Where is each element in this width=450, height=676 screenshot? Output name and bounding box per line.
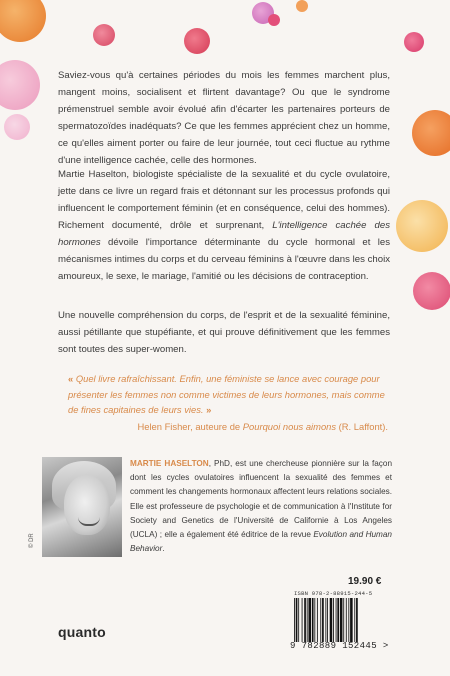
barcode-bar bbox=[337, 598, 339, 642]
barcode-bar bbox=[325, 598, 326, 642]
decor-dot bbox=[0, 60, 40, 110]
barcode-bar bbox=[308, 598, 311, 642]
journal-title: Evolution and Human Behavior bbox=[130, 530, 392, 554]
quote-close-mark: » bbox=[206, 404, 212, 415]
barcode-bar bbox=[294, 598, 295, 642]
barcode-bar bbox=[356, 598, 358, 642]
description-block-2 bbox=[58, 166, 390, 285]
barcode-bar bbox=[314, 598, 315, 642]
barcode bbox=[292, 598, 392, 642]
decor-dot bbox=[0, 0, 46, 42]
barcode-bar bbox=[340, 598, 343, 642]
barcode-bar bbox=[317, 598, 318, 642]
barcode-bar bbox=[307, 598, 308, 642]
barcode-bar bbox=[348, 598, 349, 642]
barcode-bar bbox=[343, 598, 344, 642]
paragraph-3: Une nouvelle compréhension du corps, de l'esprit et de la sexualité féminine, aussi pétillante que stupéfiante, et qui prouve définitivement que les femmes sont toutes des super-women. bbox=[58, 310, 390, 355]
quote-text: Quel livre rafraîchissant. Enfin, une féministe se lance avec courage pour présenter les femmes non comme victimes de leurs hormones, mais comme de fines capitaines de leurs vies. bbox=[68, 373, 385, 415]
description-block-3 bbox=[58, 307, 390, 358]
publisher-logo: quanto bbox=[58, 624, 106, 640]
quote-author: Helen Fisher bbox=[137, 421, 191, 432]
photo-credit: © DR bbox=[29, 533, 35, 548]
decor-dot bbox=[4, 114, 30, 140]
description-block bbox=[58, 67, 390, 169]
barcode-bar bbox=[320, 598, 321, 642]
barcode-bar bbox=[330, 598, 333, 642]
price: 19.90 € bbox=[348, 576, 382, 587]
paragraph-1: Saviez-vous qu'à certaines périodes du mois les femmes marchent plus, mangent moins, socialisent et flirtent davantage? Ou que le syndrome prémenstruel semble avoir évolué afin d'écarter les partenaires porteurs de spermatozoïdes inadéquats? Ce que les femmes apprécient chez un homme, ce qu'elles aiment porter ou faire de leur journée, tout ceci fluctue au rythme d'une intelligence cachée, celle des hormones. bbox=[58, 70, 390, 166]
quote-open-mark: « bbox=[68, 373, 74, 384]
barcode-bar bbox=[322, 598, 324, 642]
barcode-bar bbox=[312, 598, 314, 642]
quote-attribution: Helen Fisher, auteure de Pourquoi nous aimons (R. Laffont). bbox=[137, 421, 388, 432]
barcode-bar bbox=[350, 598, 353, 642]
book-title: L'intelligence cachée des hormones bbox=[58, 220, 390, 248]
paragraph-2: Martie Haselton, biologiste spécialiste de la sexualité et du cycle ovulatoire, jette dans ce livre un regard frais et détonnant sur les processus profonds qui influencent le comportement féminin (et en conséquence, celui des hommes). Richement documenté, drôle et surprenant, L'intelligence cachée des hormones dévoile l'importance déterminante du cycle hormonal et les mécanismes intimes du corps et du cerveau féminins à l'œuvre dans les choix amoureux, le sexe, le mariage, l'amitié ou les décisions de contraception. bbox=[58, 169, 390, 282]
decor-dot bbox=[396, 200, 448, 252]
barcode-bar bbox=[296, 598, 298, 642]
decor-dot bbox=[412, 110, 450, 156]
decor-dot bbox=[404, 32, 424, 52]
barcode-bar bbox=[327, 598, 328, 642]
barcode-number: 9 782889 152445 > bbox=[290, 641, 389, 651]
decor-dot bbox=[93, 24, 115, 46]
decor-dot bbox=[184, 28, 210, 54]
barcode-bar bbox=[333, 598, 334, 642]
barcode-bar bbox=[302, 598, 303, 642]
decor-dot bbox=[268, 14, 280, 26]
barcode-bar bbox=[346, 598, 347, 642]
author-name: MARTIE HASELTON bbox=[130, 459, 209, 468]
author-bio: MARTIE HASELTON, PhD, est une chercheuse pionnière sur la façon dont les cycles ovulatoires influencent la sexualité des femmes et comment les changements hormonaux affectent leurs relations sociales. Elle est professeure de psychologie et de communication à l'Institute for Society and Genetics de l'Université de Californie à Los Angeles (UCLA) ; elle a également été éditrice de la revue Evolution and Human Behavior. bbox=[130, 459, 393, 554]
isbn: ISBN 978-2-88915-244-5 bbox=[294, 590, 373, 597]
author-photo bbox=[42, 457, 122, 557]
decor-dot bbox=[413, 272, 450, 310]
barcode-bar bbox=[336, 598, 337, 642]
testimonial-quote bbox=[68, 371, 390, 418]
barcode-bar bbox=[304, 598, 306, 642]
barcode-bar bbox=[354, 598, 355, 642]
quote-book: Pourquoi nous aimons bbox=[242, 421, 337, 432]
barcode-bar bbox=[298, 598, 299, 642]
decor-dot bbox=[296, 0, 308, 12]
